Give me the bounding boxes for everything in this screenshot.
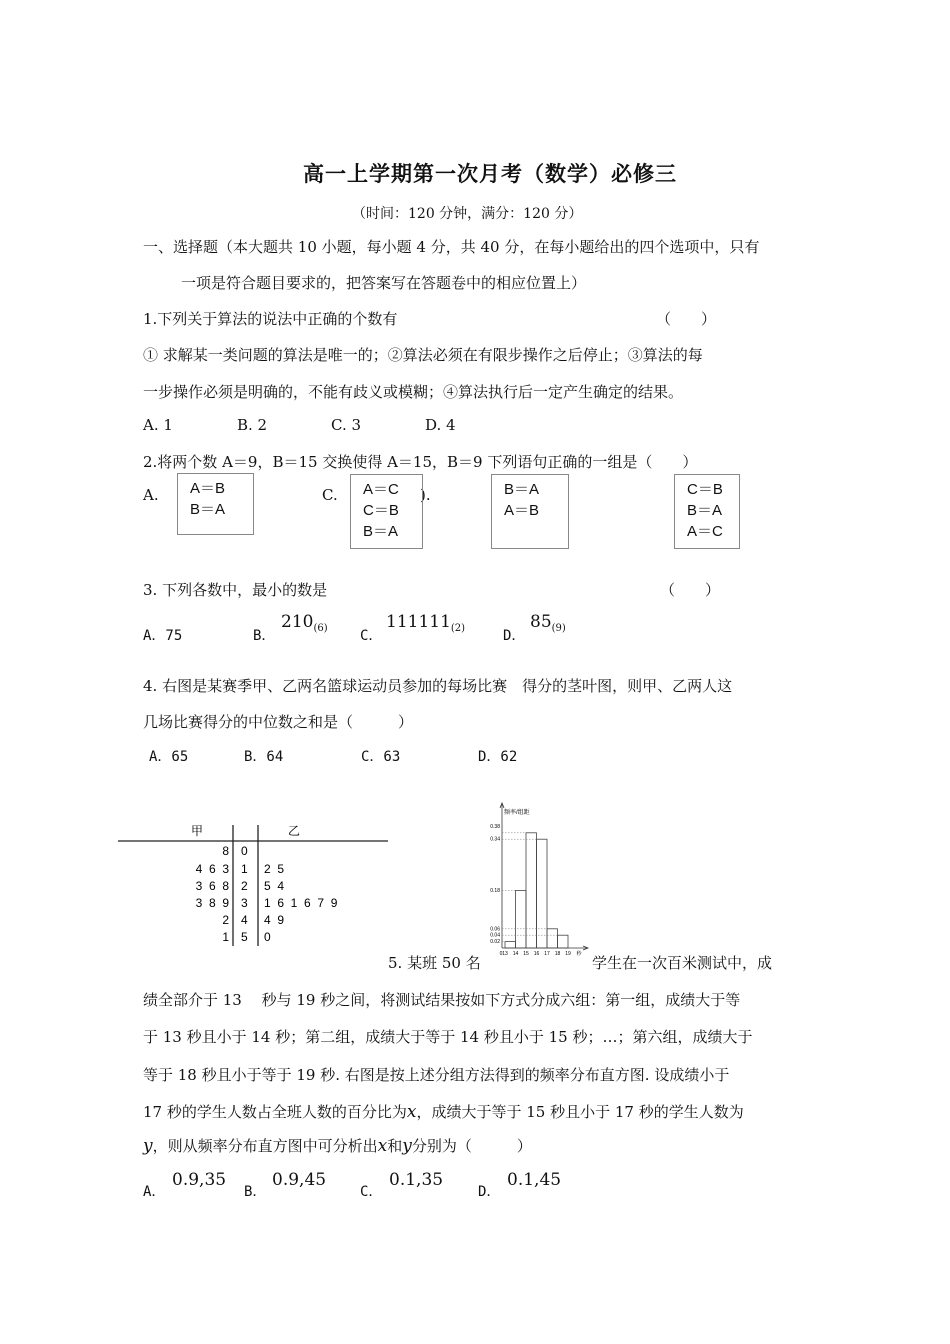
q5-line5-text-a: 17 秒的学生人数占全班人数的百分比为 xyxy=(143,1103,407,1121)
q3-option-c-value xyxy=(386,612,465,634)
q2-box-3-line2: A＝B xyxy=(504,502,540,519)
q4-option-c: C．63 xyxy=(361,749,401,765)
q5-line6-text-a: ，则从频率分布直方图中可分析出 xyxy=(152,1137,378,1155)
histogram-y-tick: 0.02 xyxy=(490,939,500,946)
q3-option-b-value xyxy=(281,612,328,634)
stem-leaf-right-leaves: 1 6 1 6 7 9 xyxy=(264,896,338,910)
q5-option-c-value: 0.1,35 xyxy=(389,1170,444,1190)
histogram-x-tick: 13 xyxy=(502,951,508,957)
q5-option-a-value: 0.9,35 xyxy=(172,1170,227,1190)
q2-box-a-line1: A＝B xyxy=(190,480,226,497)
stem-leaf-stem: 5 xyxy=(241,930,248,944)
q3-option-c-base: (2) xyxy=(450,623,466,635)
section-heading-cont: 一项是符合题目要求的，把答案写在答题卷中的相应位置上） xyxy=(181,274,587,292)
q2-box-3-line1: B＝A xyxy=(504,481,540,498)
q5-option-b-label: B． xyxy=(244,1184,267,1200)
histogram-y-tick: 0.06 xyxy=(490,926,500,933)
histogram-x-tick: 0 xyxy=(499,951,503,957)
q1-answer-paren: （ ） xyxy=(656,310,717,328)
stem-leaf-left-leaves: 8 xyxy=(222,844,229,858)
q5-stem: 5. 某班 50 名 xyxy=(388,954,481,972)
q5-option-d-value: 0.1,45 xyxy=(507,1170,562,1190)
stem-leaf-plot xyxy=(118,820,390,950)
histogram-x-tick: 15 xyxy=(523,951,529,957)
histogram-y-tick: 0.34 xyxy=(490,836,500,843)
q2-label-d-fragment: ). xyxy=(420,486,431,504)
q5-line6-text-c: 分别为（ ） xyxy=(411,1137,532,1155)
q2-box-a xyxy=(177,473,254,535)
q5-var-y: y xyxy=(143,1136,153,1156)
q5-option-d-label: D． xyxy=(478,1184,501,1200)
q5-option-c-label: C． xyxy=(360,1184,383,1200)
histogram-bar xyxy=(558,935,569,948)
q3-option-b-base: (6) xyxy=(313,623,328,635)
q1-option-d: D. 4 xyxy=(425,416,456,434)
q2-box-a-line2: B＝A xyxy=(190,501,226,518)
stem-leaf-left-leaves: 3 8 9 xyxy=(195,896,229,910)
q2-box-4-line2: B＝A xyxy=(687,502,723,519)
stem-leaf-left-header: 甲 xyxy=(191,824,204,838)
q1-statements: ① 求解某一类问题的算法是唯一的；②算法必须在有限步操作之后停止；③算法的每 xyxy=(143,346,703,364)
q5-line5-text-b: ，成绩大于等于 15 秒且小于 17 秒的学生人数为 xyxy=(416,1103,744,1121)
stem-leaf-stem: 3 xyxy=(241,896,248,910)
stem-leaf-left-leaves: 2 xyxy=(222,913,229,927)
page-title: 高一上学期第一次月考（数学）必修三 xyxy=(303,161,677,186)
stem-leaf-right-leaves: 0 xyxy=(264,930,271,944)
exam-info: （时间：120 分钟，满分：120 分） xyxy=(352,206,583,222)
histogram-x-tick: 17 xyxy=(544,951,550,957)
q3-option-d-label: D． xyxy=(503,628,526,644)
q5-line6 xyxy=(143,1135,532,1156)
histogram-bar xyxy=(505,942,516,948)
q1-option-b: B. 2 xyxy=(237,416,268,434)
stem-leaf-left-leaves: 1 xyxy=(222,930,229,944)
q5-option-b-value: 0.9,45 xyxy=(272,1170,327,1190)
stem-leaf-stem: 1 xyxy=(241,862,248,876)
q4-option-a: A．65 xyxy=(149,749,189,765)
histogram-y-tick: 0.04 xyxy=(490,932,500,939)
q3-option-d-number: 85 xyxy=(530,612,552,632)
q5-line3: 于 13 秒且小于 14 秒；第二组，成绩大于等于 14 秒且小于 15 秒；…；第六组，成绩大于 xyxy=(143,1028,753,1046)
q2-box-3 xyxy=(491,474,569,549)
histogram-y-label: 频率/组距 xyxy=(504,810,530,816)
stem-leaf-left-leaves: 4 6 3 xyxy=(195,862,229,876)
histogram-bar xyxy=(537,839,548,948)
q2-box-4-line3: A＝C xyxy=(687,523,723,540)
q2-stem: 2.将两个数 A＝9，B＝15 交换使得 A＝15，B＝9 下列语句正确的一组是（ ） xyxy=(143,453,698,471)
q3-option-b-label: B． xyxy=(253,628,276,644)
q4-option-b: B．64 xyxy=(244,749,284,765)
histogram-x-tick: 14 xyxy=(512,951,519,957)
q5-line6-and: 和 xyxy=(387,1137,403,1155)
stem-leaf-right-leaves: 5 4 xyxy=(264,879,285,893)
histogram-bar xyxy=(526,833,537,948)
q2-box-c-line1: A＝C xyxy=(363,481,399,498)
q4-option-d: D．62 xyxy=(478,749,518,765)
histogram-bar xyxy=(547,929,558,948)
q2-label-a: A. xyxy=(143,486,159,504)
histogram-y-tick: 0.18 xyxy=(490,887,500,894)
q2-box-4 xyxy=(674,474,740,549)
stem-leaf-stem: 2 xyxy=(241,879,248,893)
histogram-x-tick: 秒 xyxy=(576,951,582,957)
q3-option-d-value xyxy=(530,612,566,634)
q5-var-x-ref: x xyxy=(377,1136,388,1156)
q5-line4: 等于 18 秒且小于等于 19 秒. 右图是按上述分组方法得到的频率分布直方图. 设成绩小于 xyxy=(143,1066,730,1084)
q5-var-y-ref: y xyxy=(402,1136,412,1156)
q1-option-a: A. 1 xyxy=(143,416,173,434)
q3-option-c-label: C． xyxy=(360,628,383,644)
q5-line2: 绩全部介于 13 秒与 19 秒之间，将测试结果按如下方式分成六组：第一组，成绩大于等 xyxy=(143,991,741,1009)
stem-leaf-right-header: 乙 xyxy=(288,824,301,838)
q3-answer-paren: （ ） xyxy=(660,581,721,599)
histogram-bar xyxy=(516,890,527,948)
q5-stem-right: 学生在一次百米测试中，成 xyxy=(592,954,773,972)
stem-leaf-right-leaves: 4 9 xyxy=(264,913,285,927)
q2-box-c-line3: B＝A xyxy=(363,523,399,540)
frequency-histogram xyxy=(478,800,596,970)
q4-stem-cont: 几场比赛得分的中位数之和是（ ） xyxy=(143,713,414,731)
q3-option-d-base: (9) xyxy=(551,623,566,635)
histogram-x-tick: 18 xyxy=(554,951,561,957)
q5-option-a-label: A． xyxy=(143,1184,166,1200)
q3-option-a: A．75 xyxy=(143,628,183,644)
q3-stem: 3. 下列各数中，最小的数是 xyxy=(143,581,328,599)
histogram-x-tick: 16 xyxy=(533,951,540,957)
stem-leaf-stem: 0 xyxy=(241,844,248,858)
q3-option-b-number: 210 xyxy=(281,612,314,632)
q2-box-c-line2: C＝B xyxy=(363,502,399,519)
q2-box-c xyxy=(350,474,423,549)
section-heading: 一、选择题（本大题共 10 小题，每小题 4 分，共 40 分，在每小题给出的四个选项中，只有 xyxy=(143,238,760,256)
stem-leaf-stem: 4 xyxy=(241,913,248,927)
q5-line5 xyxy=(143,1101,744,1122)
q2-label-c: C. xyxy=(322,486,338,504)
q2-box-4-line1: C＝B xyxy=(687,481,723,498)
q3-option-c-number: 111111 xyxy=(386,612,451,632)
q5-var-x: x xyxy=(406,1102,417,1122)
stem-leaf-right-leaves: 2 5 xyxy=(264,862,285,876)
q1-statements-cont: 一步操作必须是明确的，不能有歧义或模糊；④算法执行后一定产生确定的结果。 xyxy=(143,383,684,401)
q1-stem: 1.下列关于算法的说法中正确的个数有 xyxy=(143,310,398,328)
histogram-y-tick: 0.38 xyxy=(490,823,500,830)
stem-leaf-left-leaves: 3 6 8 xyxy=(195,879,229,893)
q1-option-c: C. 3 xyxy=(331,416,362,434)
histogram-x-tick: 19 xyxy=(565,951,571,957)
q4-stem: 4. 右图是某赛季甲、乙两名篮球运动员参加的每场比赛 得分的茎叶图，则甲、乙两人这 xyxy=(143,677,733,695)
